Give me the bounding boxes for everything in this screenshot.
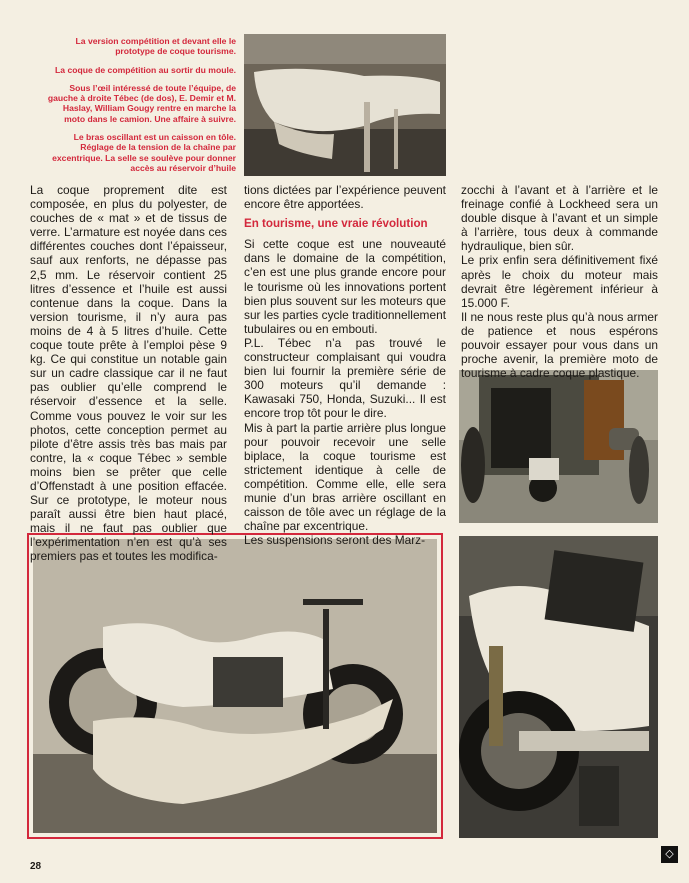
column-1 — [30, 183, 227, 564]
column-2-paragraph-1: Si cette coque est une nouveauté dans le domaine de la compétition, c’en est une plus grande encore pour le tourisme où les innovations portent bien plus souvent sur les moteurs que sur les parties cycle traditionnellement tubulaires ou en embouti. — [244, 237, 446, 336]
photo-touring-bike — [33, 539, 437, 833]
column-1-text: La coque proprement dite est composée, en plus du polyester, de couches de « mat » et de tissus de verre. L’armature est noyée dans ces différentes couches dont l’épaisseur, sauf aux renforts, ne dépasse pas 2,5 mm. Le réservoir contient 25 litres d’essence et l’huile est aussi contenue dans la coque. Dans la version tourisme, il n’y aura pas moins de 4 à 5 litres d’huile. Cette coque toute prête à l’emploi pèse 9 kg. Ce qui constitue un notable gain sur un cadre classique car il ne faut pas oublier qu’elle comprend le réservoir d’essence et la selle. Comme vous pouvez le voir sur les photos, cette conception permet au pilote d’être assis très bas mais par contre, la « coque Tébec » semble moins bien se prêter que celle d’Offenstadt à une position effacée. Sur ce prototype, le moteur nous paraît aussi être bien haut placé, mais il ne faut pas oublier que l’expérimentation n’en est qu’à ses premiers pas et toutes les modifica- — [30, 183, 227, 564]
column-2-continuation: tions dictées par l’expérience peuvent encore être apportées. — [244, 183, 446, 212]
page-number: 28 — [30, 861, 42, 872]
caption-3: Sous l’œil intéressé de toute l’équipe, de gauche à droite Tébec (de dos), E. Demir et M. Haslay, William Gougy rentre en marche la moto dans le camion. Une affaire à suivre. — [47, 82, 236, 124]
column-2-paragraph-4: Les suspensions seront des Marz- — [244, 533, 426, 548]
photo-truck-team — [459, 370, 658, 523]
section-marker-icon: ◇ — [661, 846, 678, 863]
photo-shell-mould — [244, 34, 446, 176]
column-2 — [244, 183, 446, 547]
column-2-paragraph-3: Mis à part la partie arrière plus longue pour pouvoir recevoir une selle biplace, la coque tourisme est strictement identique à celle de compétition. Comme elle, elle sera munie d’un bras arrière oscillant en caisson de tôle avec un réglage de la chaîne par excentrique. — [244, 420, 446, 534]
caption-1: La version compétition et devant elle le prototype de coque tourisme. — [75, 36, 236, 57]
column-3-paragraph-2: Le prix enfin sera définitivement fixé après le choix du moteur mais devrait être légèrement inférieur à 15.000 F. — [461, 253, 658, 310]
photo-swingarm-detail — [459, 536, 658, 838]
column-2-paragraph-2: P.L. Tébec n’a pas trouvé le constructeur complaisant qui voudra bien lui fournir la première série de 300 moteurs qu’il demande : Kawasaki 750, Honda, Suzuki... Il est encore trop tôt pour le dire. — [244, 335, 446, 421]
section-heading: En tourisme, une vraie révolution — [244, 217, 428, 231]
caption-2: La coque de compétition au sortir du moule. — [55, 64, 236, 75]
column-3-paragraph-3: Il ne nous reste plus qu’à nous armer de patience et nous espérons pouvoir essayer pour vous dans un proche avenir, la première moto de tourisme à cadre coque plastique. — [461, 309, 658, 381]
column-3 — [461, 183, 658, 380]
photo-captions — [40, 36, 236, 181]
caption-4: Le bras oscillant est un caisson en tôle. Réglage de la tension de la chaîne par excentrique. La selle se soulève pour donner accès au réservoir d’huile — [52, 132, 236, 173]
column-3-paragraph-1: zocchi à l’avant et à l’arrière et le freinage confié à Lockheed sera un double disque à l’avant et un simple à l’arrière, tous deux à commande hydraulique, bien sûr. — [461, 183, 658, 254]
